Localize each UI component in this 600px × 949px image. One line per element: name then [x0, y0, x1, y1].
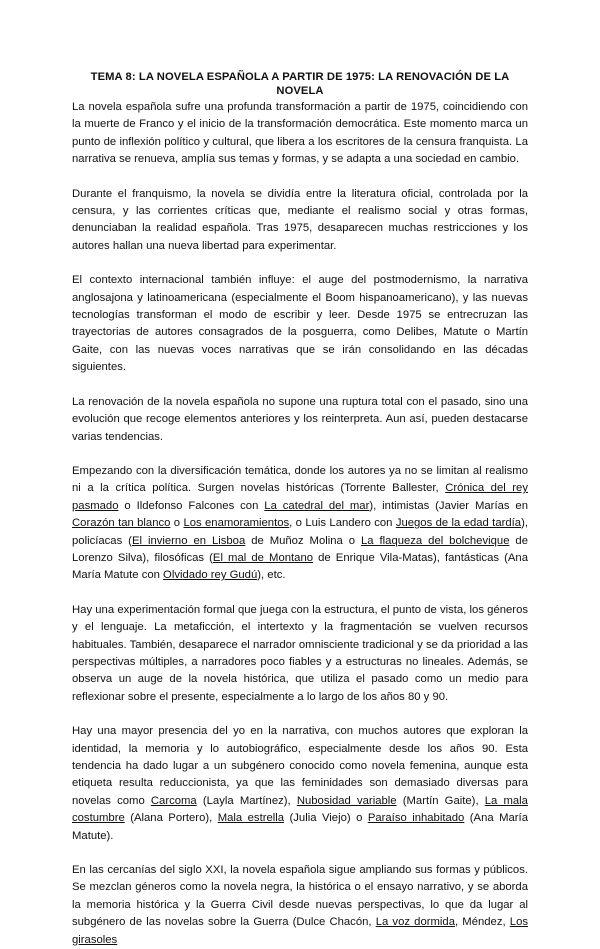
book-title: Paraíso inhabitado [367, 812, 465, 825]
book-title: Corazón tan blanco [72, 517, 171, 530]
paragraph-experimentacion: Hay una experimentación formal que juega con la estructura, el punto de vista, los géneros y el lenguaje. La metaficción, el intertexto y la fragmentación se vuelven recursos habituales. También, desaparece el narrador omnisciente tradicional y se da prioridad a las perspectivas múltiples, a narradores poco fiables y a estructuras no lineales. Además, se observa un auge de la novela histórica, que utiliza el pasado como un medio para reflexionar sobre el presente, especialmente a lo largo de los años 80 y 90. [72, 603, 528, 703]
text-run: En las cercanías del siglo XXI, la novela española sigue ampliando sus formas y públicos. Se mezclan géneros como la novela negra, la histórica o el ensayo narrativo, y se aborda la memoria histórica y la Guerra Civil desde nuevas perspectivas, lo que da lugar al subgénero de las novelas sobre la Guerra (Dulce Chacón, [72, 864, 528, 929]
text-run: (Layla Martínez), [196, 794, 297, 807]
text-run: ), etc. [257, 569, 286, 582]
text-run: de Enrique Vila-Matas), fantásticas (Ana María Matute con [72, 551, 528, 582]
book-title: El invierno en Lisboa [131, 534, 246, 547]
text-run: (Ana María Matute). [72, 812, 528, 842]
paragraph-siglo-xxi [72, 862, 528, 949]
paragraph-yo-narrativo [72, 723, 528, 845]
book-title: Juegos de la edad tardía [395, 517, 522, 530]
book-title: Los girasoles [72, 916, 528, 946]
text-run: Hay una mayor presencia del yo en la narrativa, con muchos autores que exploran la identidad, la memoria y lo autobiográfico, especialmente desde los años 90. Esta tendencia ha dado lugar a un subgénero conocido como novela femenina, aunque esta etiqueta resulta reduccionista, ya que las feminidades son demasiado diversas para novelas como [72, 725, 528, 807]
text-run: ), intimistas (Javier Marías en [369, 499, 528, 512]
book-title: La mala costumbre [72, 794, 528, 825]
text-run: (Alana Portero), [124, 812, 218, 825]
book-title: La catedral del mar [264, 499, 370, 512]
text-run: , Méndez, [454, 916, 510, 929]
text-run: de Lorenzo Silva), filosóficas ( [72, 534, 528, 564]
book-title: Olvidado rey Gudú [163, 569, 258, 582]
book-title: La flaqueza del bolchevique [361, 534, 510, 547]
book-title: La voz dormida [375, 916, 455, 929]
book-title: Crónica del rey pasmado [72, 482, 528, 512]
paragraph-diversificacion [72, 463, 528, 585]
paragraph-franquismo: Durante el franquismo, la novela se dividía entre la literatura oficial, controlada por la censura, y las corrientes críticas que, mediante el realismo social y otras formas, denunciaban la realidad española. Tras 1975, desaparecen muchas restricciones y los autores hallan una nueva libertad para experimentar. [72, 187, 528, 252]
text-run: (Julia Viejo) o [284, 812, 368, 825]
text-run: (Martín Gaite), [396, 794, 485, 807]
text-run: o Ildefonso Falcones con [118, 499, 265, 512]
paragraph-intro: La novela española sufre una profunda transformación a partir de 1975, coincidiendo con la muerte de Franco y el inicio de la transformación democrática. Este momento marca un punto de inflexión político y cultural, que libera a los escritores de la censura franquista. La narrativa se renueva, amplía sus temas y formas, y se adapta a una sociedad en cambio. [72, 101, 528, 166]
text-run: , o Luis Landero con [289, 517, 396, 530]
text-run: Empezando con la diversificación temática, donde los autores ya no se limitan al realismo ni a la crítica política. Surgen novelas históricas (Torrente Ballester, [72, 464, 528, 495]
paragraph-renovacion: La renovación de la novela española no supone una ruptura total con el pasado, sino una evolución que recoge elementos anteriores y los reinterpreta. Aun así, pueden destacarse varias tendencias. [72, 395, 528, 443]
page-title: TEMA 8: LA NOVELA ESPAÑOLA A PARTIR DE 1975: LA RENOVACIÓN DE LA NOVELA [90, 71, 510, 97]
book-title: Carcoma [150, 794, 197, 807]
book-title: Mala estrella [217, 812, 285, 825]
text-run: de Muñoz Molina o [245, 534, 361, 547]
book-title: El mal de Montano [212, 551, 314, 564]
text-run: ), policíacas ( [72, 517, 528, 547]
book-title: Los enamoramientos [183, 517, 290, 530]
paragraph-contexto: El contexto internacional también influye: el auge del postmodernismo, la narrativa anglosajona y latinoamericana (especialmente el Boom hispanoamericano), y las nuevas tecnologías transforman el modo de escribir y leer. Desde 1975 se entrecruzan las trayectorias de autores consagrados de la posguerra, como Delibes, Matute o Martín Gaite, con las nuevas voces narrativas que se irán consolidando en las décadas siguientes. [72, 274, 528, 374]
text-run: o [170, 517, 184, 530]
book-title: Nubosidad variable [296, 794, 397, 807]
